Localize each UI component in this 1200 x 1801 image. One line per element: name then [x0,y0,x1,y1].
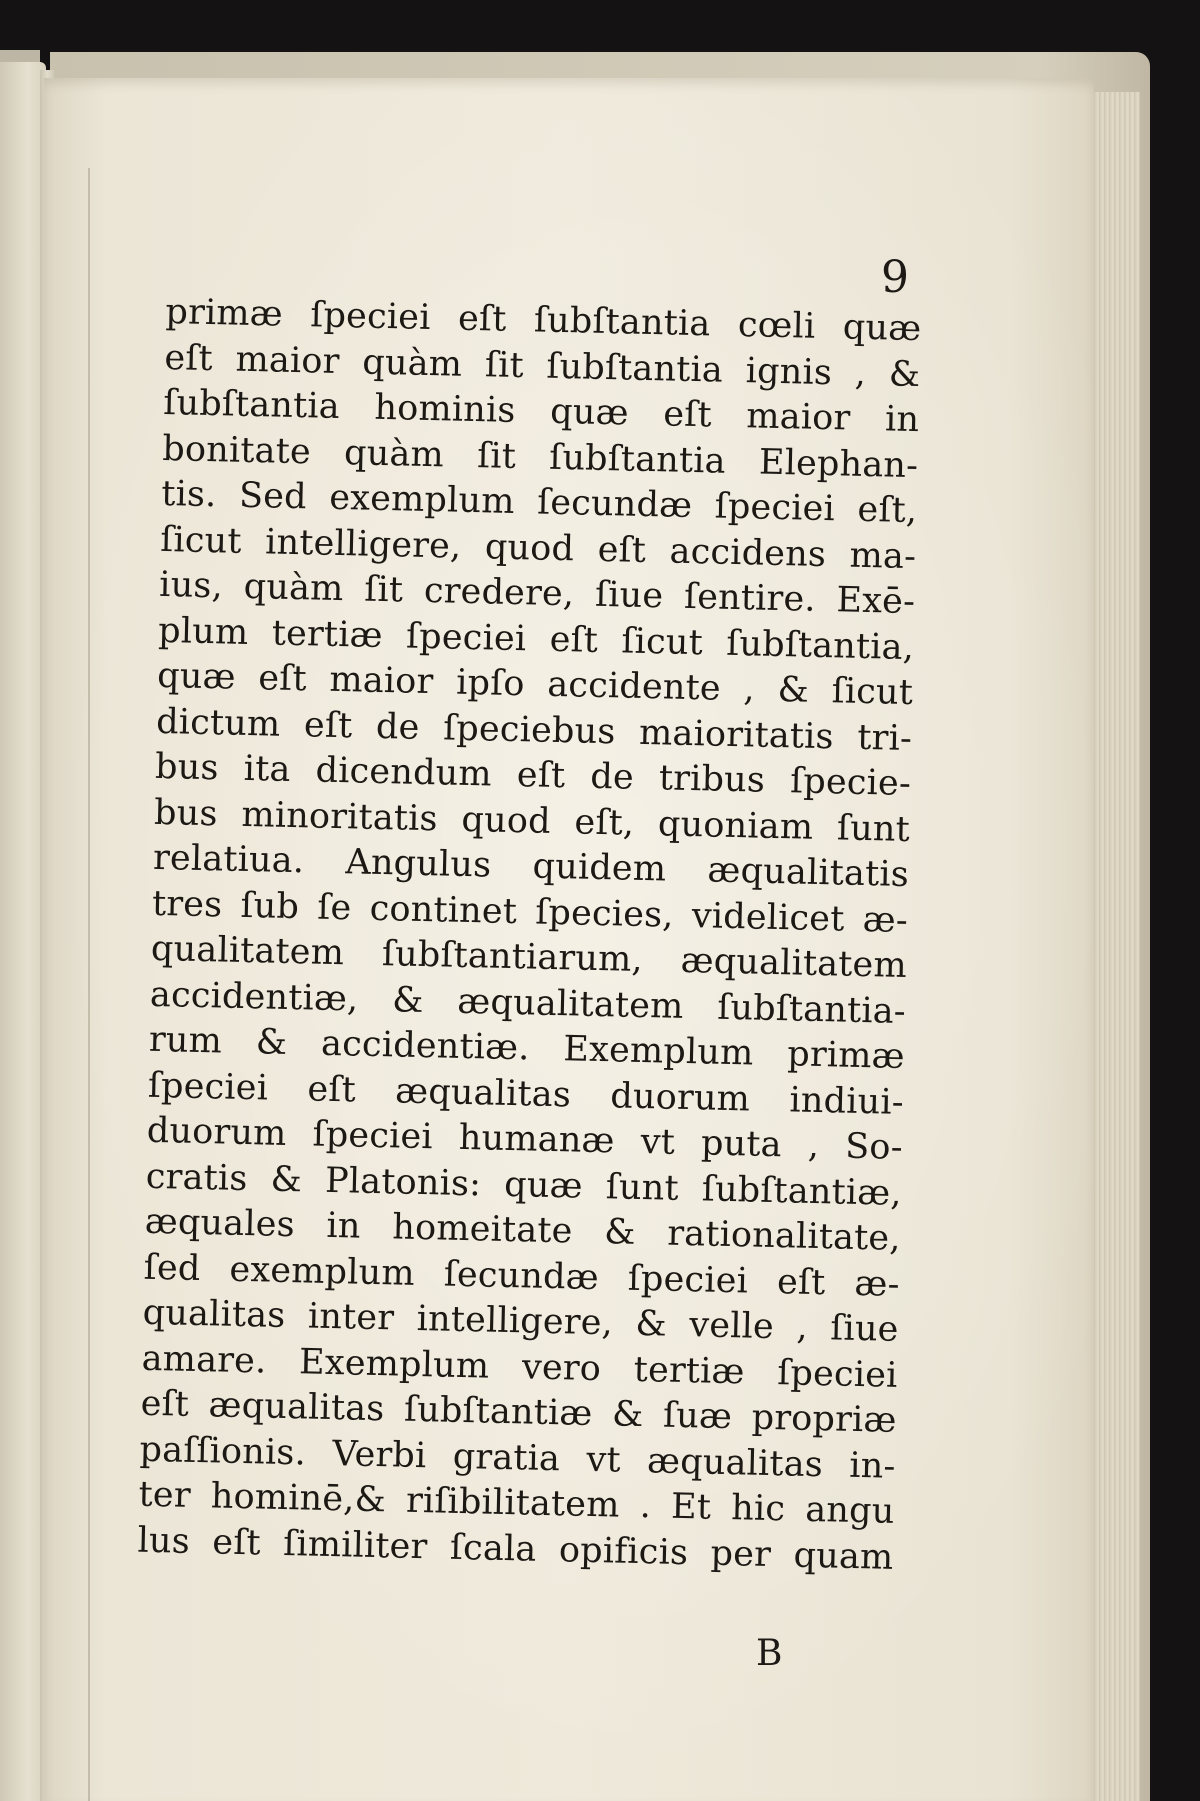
text-line: ſicut intelligere, quod eſt accidens ma- [159,519,917,577]
book-page [44,78,1094,1801]
text-line: eſt maior quàm ſit ſubſtantia ignis , & [164,337,921,395]
text-line: tis. Sed exemplum ſecundæ ſpeciei eſt, [160,473,918,532]
text-line: ſed exemplum ſecundæ ſpeciei eſt æ- [143,1247,901,1305]
text-line: ſubſtantia hominis quæ eſt maior in [162,382,920,441]
text-line: plum tertiæ ſpeciei eſt ſicut ſubſtantia, [157,610,915,668]
text-line: rum & accidentiæ. Exemplum primæ [148,1019,906,1077]
text-line: cratis & Platonis: quæ ſunt ſubſtantiæ, [145,1156,903,1214]
text-line: bus minoritatis quod eſt, quoniam ſunt [153,792,911,850]
text-line: bonitate quàm ſit ſubſtantia Elephan- [161,428,919,486]
text-line: æquales in homeitate & rationalitate, [144,1201,902,1259]
text-line: qualitatem ſubſtantiarum, æqualitatem [150,928,908,986]
text-line: relatiua. Angulus quidem æqualitatis [152,837,910,896]
text-line: lus eſt ſimiliter ſcala opificis per quam [137,1520,894,1578]
text-line: duorum ſpeciei humanæ vt puta , So- [146,1110,904,1168]
page-number: 9 [881,252,909,303]
text-line: eſt æqualitas ſubſtantiæ & ſuæ propriæ [140,1383,897,1441]
text-line: ius, quàm ſit credere, ſiue ſentire. Exē- [158,564,916,623]
text-line: amare. Exemplum vero tertiæ ſpeciei [141,1338,899,1396]
text-line: quæ eſt maior ipſo accidente , & ſicut [156,655,914,714]
text-line: bus ita dicendum eſt de tribus ſpecie- [154,746,912,805]
text-line: accidentiæ, & æqualitatem ſubſtantia- [149,974,907,1032]
gutter-crease [88,168,90,1801]
text-line: paſſionis. Verbi gratia vt æqualitas in- [139,1429,896,1487]
signature-mark: B [756,1633,783,1674]
text-line: ter hominē,& riſibilitatem . Et hic angu [138,1474,895,1532]
page-text-block [137,290,922,1581]
text-line: tres ſub ſe continet ſpecies, videlicet æ- [151,883,909,941]
text-line: qualitas inter intelligere, & velle , ſiue [142,1292,900,1350]
text-line: ſpeciei eſt æqualitas duorum indiui- [147,1065,905,1123]
text-line: primæ ſpeciei eſt ſubſtantia cœli quæ [165,291,922,350]
text-line: dictum eſt de ſpeciebus maioritatis tri- [155,701,913,759]
